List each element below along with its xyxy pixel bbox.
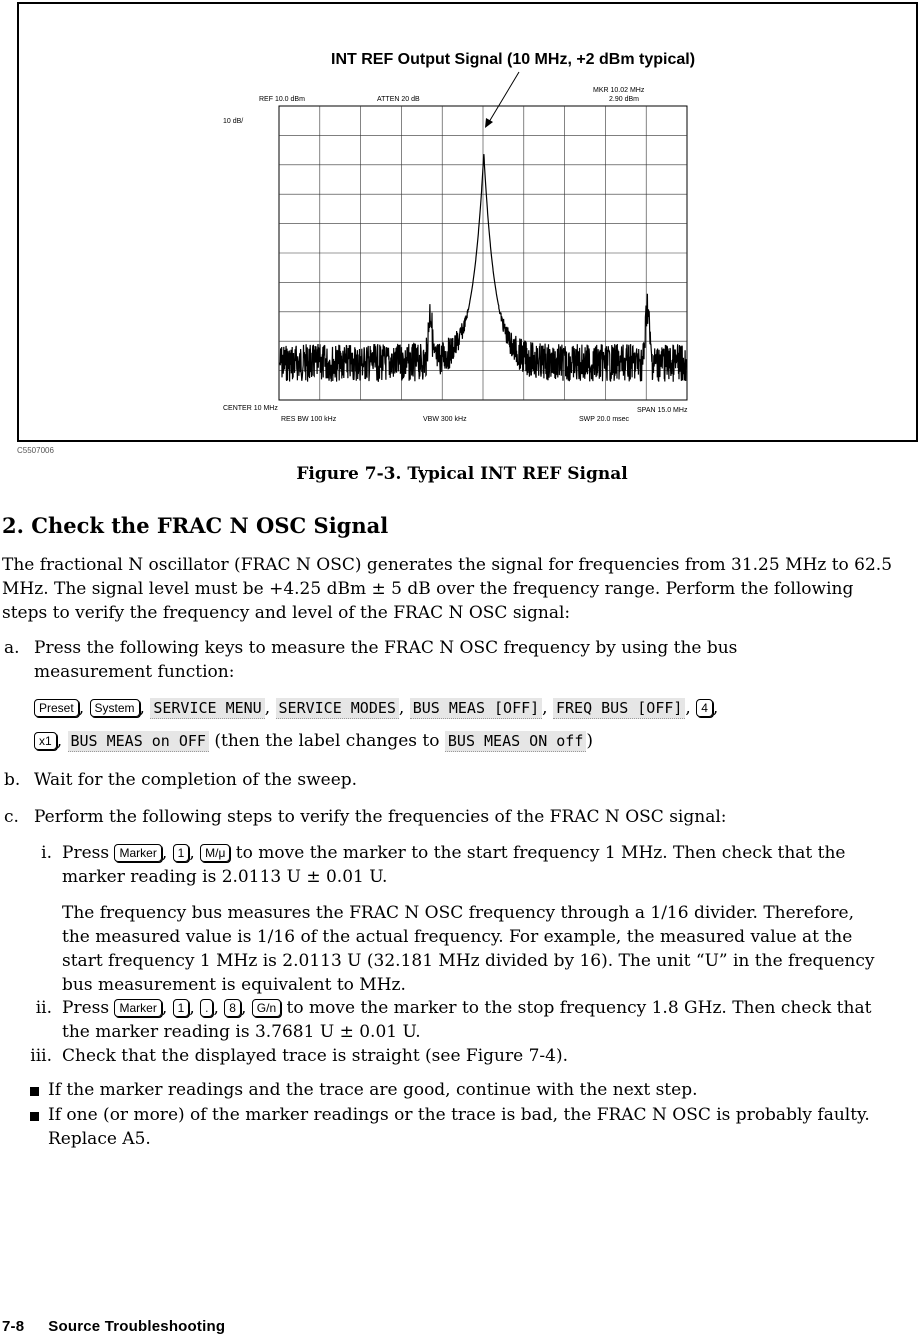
step-a-letter: a. xyxy=(4,638,20,658)
substep-i-body: Press Marker , 1 , M/μ to move the marker to the start frequency 1 MHz. Then check that the marker reading is 2.0113 U ± 0.01 U. xyxy=(62,843,846,887)
marker-label-1: MKR 10.02 MHz xyxy=(593,87,645,94)
key-sequence-line-2: x1 , BUS MEAS on OFF (then the label changes to BUS MEAS ON off ) xyxy=(34,729,914,753)
substep-i-text: to move the marker to the start frequency 1 MHz. Then check that the marker reading is 2.0113 U ± 0.01 U. xyxy=(62,843,846,887)
figure-frame xyxy=(17,2,918,442)
atten-label: ATTEN 20 dB xyxy=(377,96,420,103)
bullet-text-1: If the marker readings and the trace are good, continue with the next step. xyxy=(48,1080,698,1100)
sweep-label: SWP 20.0 msec xyxy=(579,416,630,423)
preset-key[interactable]: Preset xyxy=(34,699,79,717)
bullet-square-icon xyxy=(30,1087,39,1096)
figure-annotation: INT REF Output Signal (10 MHz, +2 dBm typical) xyxy=(331,51,696,68)
freq-bus-off-softkey[interactable]: FREQ BUS [OFF] xyxy=(553,698,685,719)
marker-label-2: 2.90 dBm xyxy=(609,96,639,103)
footer-title: Source Troubleshooting xyxy=(48,1318,226,1335)
bullet-text-2: If one (or more) of the marker readings or the trace is bad, the FRAC N OSC is probably faulty. Replace A5. xyxy=(48,1105,870,1149)
key-sequence-line-1: Preset , System , SERVICE MENU , SERVICE MODES , BUS MEAS [OFF] , FREQ BUS [OFF] , 4 , xyxy=(34,696,914,720)
substep-iii-num: iii. xyxy=(30,1046,52,1066)
close-paren: ) xyxy=(586,731,594,751)
res-bw-label: RES BW 100 kHz xyxy=(281,416,337,423)
one-key-2[interactable]: 1 xyxy=(173,999,190,1017)
spectrum-plot xyxy=(19,4,916,440)
step-b-text: Wait for the completion of the sweep. xyxy=(34,770,358,790)
section-heading: 2. Check the FRAC N OSC Signal xyxy=(2,513,389,538)
bus-meas-off-softkey[interactable]: BUS MEAS [OFF] xyxy=(410,698,542,719)
substep-i-num: i. xyxy=(41,843,52,863)
system-key[interactable]: System xyxy=(90,699,140,717)
m-mu-key[interactable]: M/μ xyxy=(200,844,230,862)
intro-paragraph: The fractional N oscillator (FRAC N OSC) generates the signal for frequencies from 31.25 MHz to 62.5 MHz. The signal level must be +4.25 dBm ± 5 dB over the frequency range. Perform the following steps to verify the frequency and level of the FRAC N OSC signal: xyxy=(2,555,893,623)
label-change-text: (then the label changes to xyxy=(214,731,440,751)
one-key[interactable]: 1 xyxy=(173,844,190,862)
annotation-arrowhead xyxy=(485,118,493,128)
vbw-label: VBW 300 kHz xyxy=(423,416,467,423)
substep-ii-body: Press Marker , 1 , . , 8 , G/n to move the marker to the stop frequency 1.8 GHz. Then check that the marker reading is 3.7681 U ± 0.01 U. xyxy=(62,998,872,1042)
service-menu-softkey[interactable]: SERVICE MENU xyxy=(150,698,264,719)
substep-iii-text: Check that the displayed trace is straight (see Figure 7-4). xyxy=(62,1046,568,1066)
substep-i-note: The frequency bus measures the FRAC N OSC frequency through a 1/16 divider. Therefore, the measured value is 1/16 of the actual frequency. For example, the measured value at the start frequency 1 MHz is 2.0113 U (32.181 MHz divided by 16). The unit “U” in the frequency bus measurement is equivalent to MHz. xyxy=(62,903,875,995)
bullet-square-icon xyxy=(30,1112,39,1121)
eight-key[interactable]: 8 xyxy=(224,999,241,1017)
figure-code: C5507006 xyxy=(17,446,54,455)
substep-ii-press: Press xyxy=(62,998,110,1018)
step-c-text: Perform the following steps to verify the frequencies of the FRAC N OSC signal: xyxy=(34,807,727,827)
bus-meas-on-off-softkey[interactable]: BUS MEAS on OFF xyxy=(68,731,209,752)
bus-meas-on-softkey[interactable]: BUS MEAS ON off xyxy=(445,731,586,752)
annotation-arrow-line xyxy=(489,72,519,122)
figure-caption: Figure 7-3. Typical INT REF Signal xyxy=(296,464,628,484)
marker-key-2[interactable]: Marker xyxy=(114,999,161,1017)
page-footer xyxy=(2,1318,249,1335)
step-b-letter: b. xyxy=(4,770,21,790)
span-label: SPAN 15.0 MHz xyxy=(637,407,688,414)
ref-label: REF 10.0 dBm xyxy=(259,96,305,103)
substep-ii-text: to move the marker to the stop frequency 1.8 GHz. Then check that the marker reading is 3.7681 U ± 0.01 U. xyxy=(62,998,872,1042)
g-n-key[interactable]: G/n xyxy=(252,999,281,1017)
marker-key[interactable]: Marker xyxy=(114,844,161,862)
service-modes-softkey[interactable]: SERVICE MODES xyxy=(276,698,399,719)
four-key[interactable]: 4 xyxy=(696,699,713,717)
page-number: 7-8 xyxy=(2,1318,25,1335)
substep-ii-num: ii. xyxy=(35,998,52,1018)
step-a-text: Press the following keys to measure the FRAC N OSC frequency by using the bus measurement function: xyxy=(34,638,738,682)
x1-key[interactable]: x1 xyxy=(34,732,57,750)
decimal-key[interactable]: . xyxy=(200,999,213,1017)
step-c-letter: c. xyxy=(4,807,19,827)
scale-label: 10 dB/ xyxy=(223,118,244,125)
substep-i-press: Press xyxy=(62,843,110,863)
center-label: CENTER 10 MHz xyxy=(223,405,278,412)
